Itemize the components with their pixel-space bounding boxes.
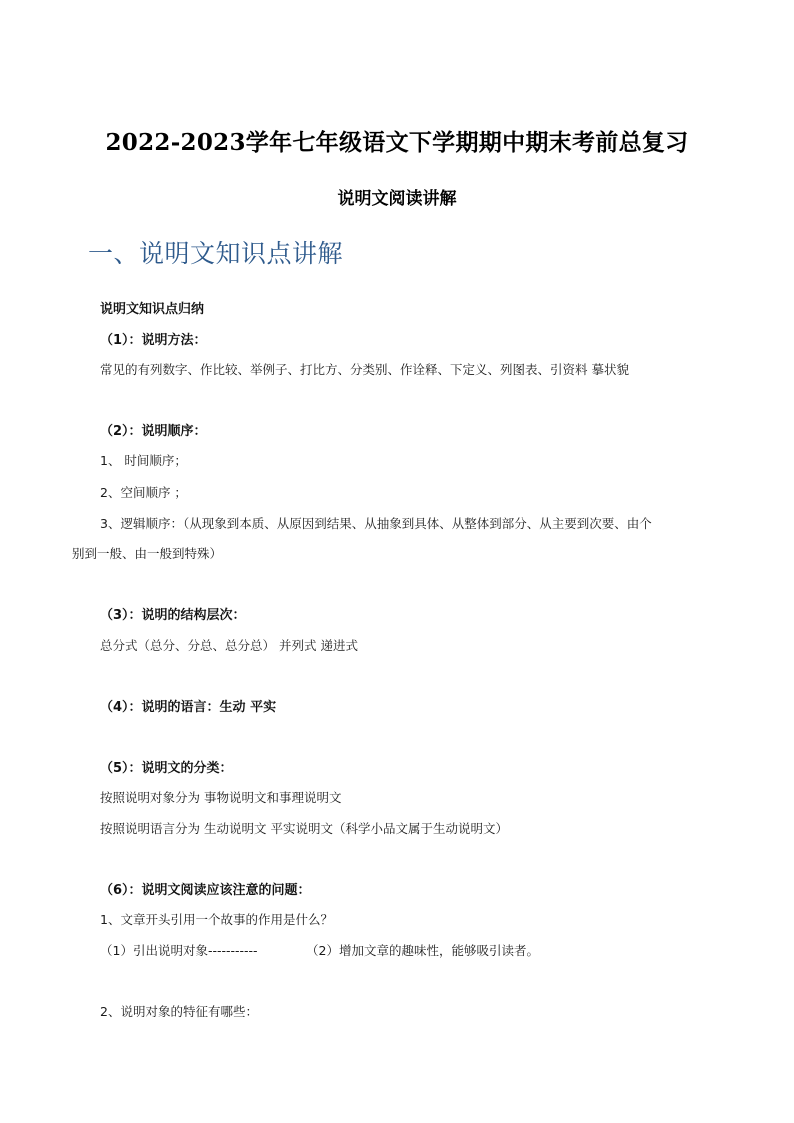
classify-item-1: 按照说明对象分为 事物说明文和事理说明文 — [100, 790, 342, 805]
section-heading: 一、说明文知识点讲解 — [88, 239, 344, 268]
classify-label: （5）：说明文的分类： — [100, 761, 233, 776]
question-1-answer-2: （2）增加文章的趣味性，能够吸引读者。 — [306, 943, 539, 958]
language-label: （4）：说明的语言：生动 平实 — [100, 700, 277, 715]
notes-label: （6）：说明文阅读应该注意的问题： — [100, 883, 311, 898]
order-item-1: 1、 时间顺序； — [100, 453, 187, 468]
summary-label: 说明文知识点归纳 — [100, 302, 205, 317]
structure-label: （3）：说明的结构层次： — [100, 608, 246, 623]
classify-item-2: 按照说明语言分为 生动说明文 平实说明文（科学小品文属于生动说明文） — [100, 821, 508, 836]
order-item-3-line-2: 别到一般、由一般到特殊） — [72, 546, 223, 561]
document-title: 2022-2023学年七年级语文下学期期中期末考前总复习 — [105, 129, 689, 156]
document-subtitle: 说明文阅读讲解 — [337, 189, 457, 209]
question-1-answer-1: （1）引出说明对象----------- — [100, 943, 258, 958]
order-item-2: 2、空间顺序 ； — [100, 485, 187, 500]
methods-label: （1）：说明方法： — [100, 333, 207, 348]
question-2: 2、说明对象的特征有哪些： — [100, 1004, 258, 1019]
question-1: 1、文章开头引用一个故事的作用是什么？ — [100, 912, 333, 927]
order-item-3-line-1: 3、逻辑顺序：（从现象到本质、从原因到结果、从抽象到具体、从整体到部分、从主要到次要、由个 — [100, 516, 652, 531]
structure-text: 总分式（总分、分总、总分总） 并列式 递进式 — [100, 638, 358, 653]
order-label: （2）：说明顺序： — [100, 424, 207, 439]
methods-text: 常见的有列数字、作比较、举例子、打比方、分类别、作诠释、下定义、列图表、引资料 摹状貌 — [100, 362, 629, 377]
